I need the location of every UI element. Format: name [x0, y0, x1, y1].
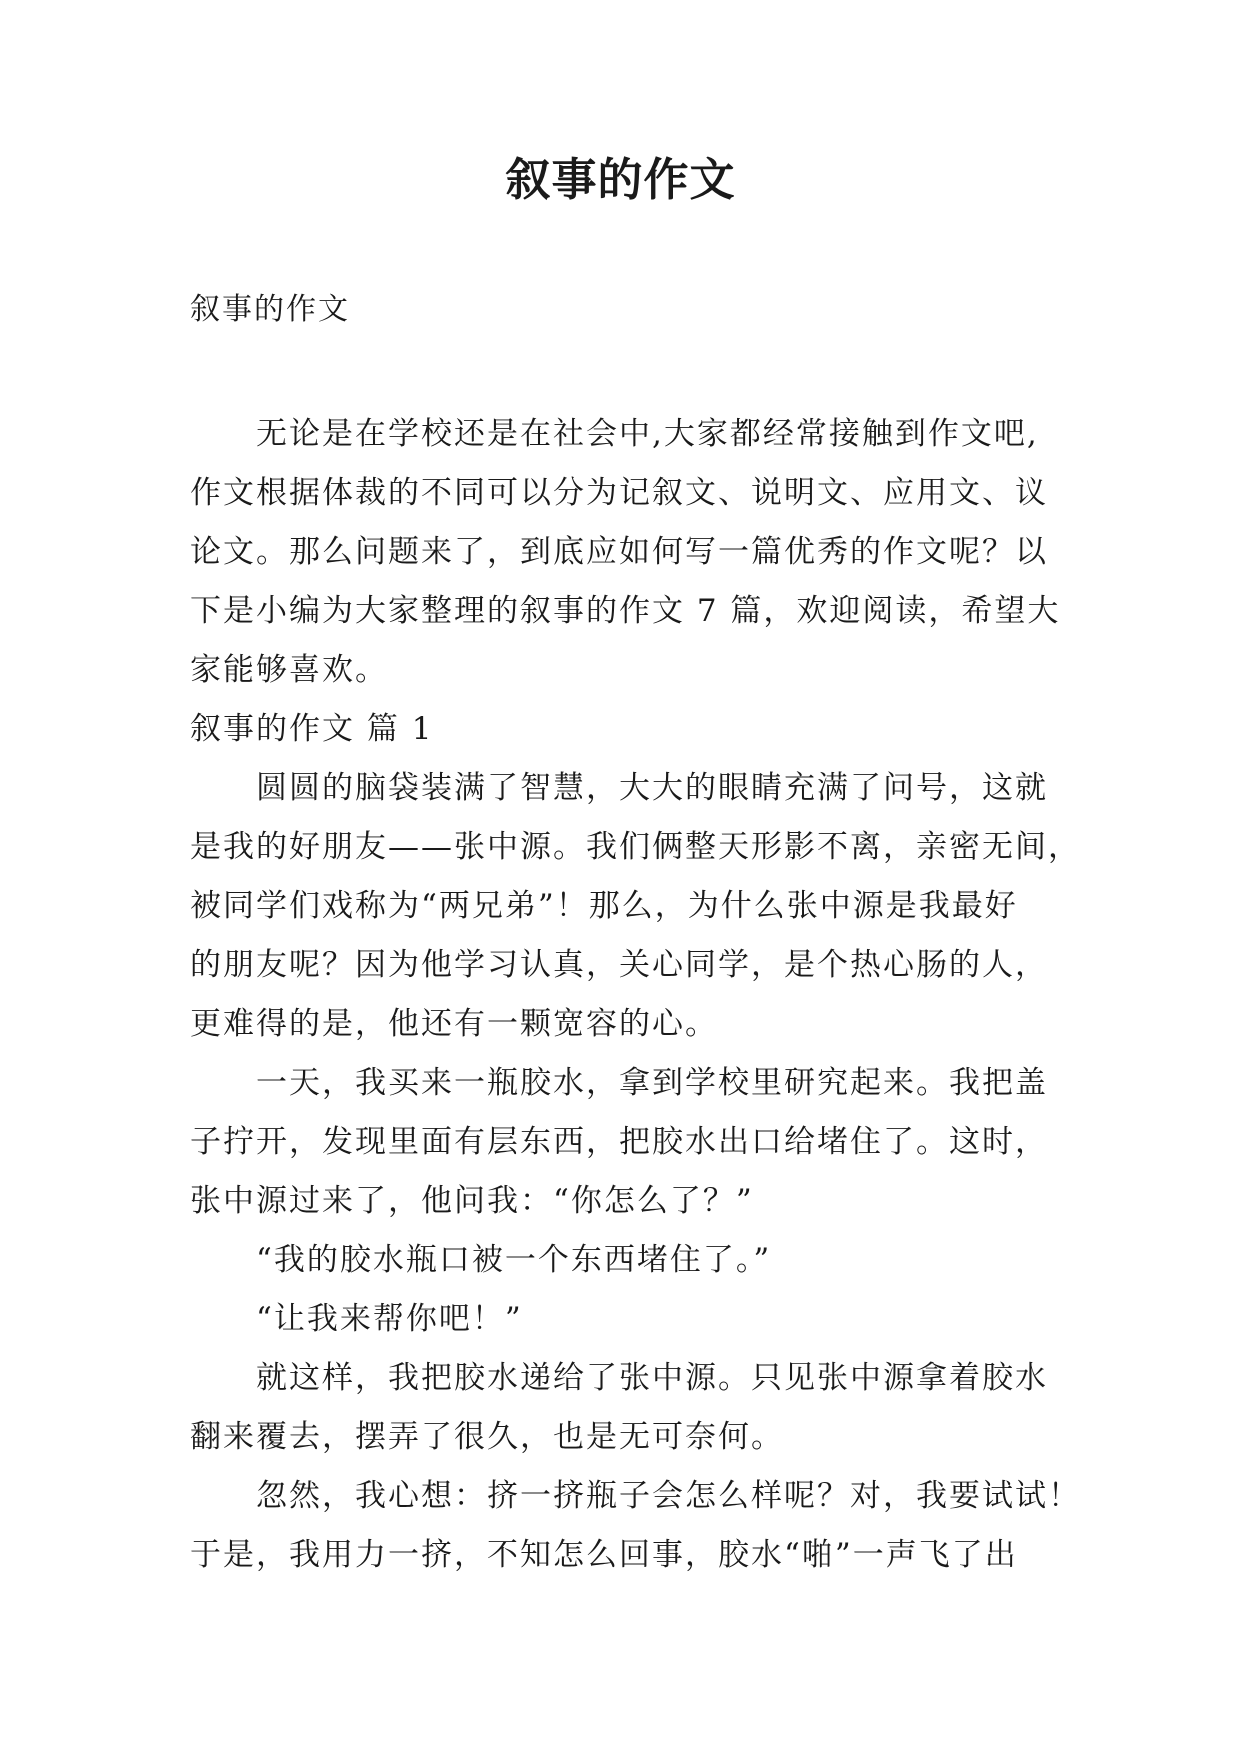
text-line: 被同学们戏称为“两兄弟”！那么，为什么张中源是我最好 [190, 888, 1018, 924]
text-line: 圆圆的脑袋装满了智慧，大大的眼睛充满了问号，这就 [256, 770, 1048, 806]
text-line: 于是，我用力一挤，不知怎么回事，胶水“啪”一声飞了出 [190, 1537, 1018, 1573]
text-line: 论文。那么问题来了，到底应如何写一篇优秀的作文呢？以 [190, 534, 1048, 570]
text-line: “我的胶水瓶口被一个东西堵住了。” [256, 1242, 772, 1278]
text-line: “让我来帮你吧！” [256, 1301, 523, 1337]
text-line: 无论是在学校还是在社会中,大家都经常接触到作文吧, [256, 416, 1039, 452]
text-line: 子拧开，发现里面有层东西，把胶水出口给堵住了。这时， [190, 1124, 1048, 1160]
text-line: 作文根据体裁的不同可以分为记叙文、说明文、应用文、议 [190, 475, 1048, 511]
text-line: 更难得的是，他还有一颗宽容的心。 [190, 1006, 718, 1042]
section-heading: 叙事的作文 篇 1 [190, 711, 434, 747]
text-line: 张中源过来了，他问我：“你怎么了？” [190, 1183, 754, 1219]
text-line: 的朋友呢？因为他学习认真，关心同学，是个热心肠的人， [190, 947, 1048, 983]
text-line: 翻来覆去，摆弄了很久，也是无可奈何。 [190, 1419, 784, 1455]
document-subtitle: 叙事的作文 [190, 292, 350, 327]
document-title: 叙事的作文 [505, 153, 736, 206]
text-line: 是我的好朋友——张中源。我们俩整天形影不离，亲密无间， [190, 829, 1081, 865]
text-line: 忽然，我心想：挤一挤瓶子会怎么样呢？对，我要试试！ [256, 1478, 1081, 1514]
document-body [190, 405, 1081, 1585]
text-line: 就这样，我把胶水递给了张中源。只见张中源拿着胶水 [256, 1360, 1048, 1396]
text-line: 家能够喜欢。 [190, 652, 388, 688]
text-line: 下是小编为大家整理的叙事的作文 7 篇，欢迎阅读，希望大 [190, 593, 1061, 629]
text-line: 一天，我买来一瓶胶水，拿到学校里研究起来。我把盖 [256, 1065, 1048, 1101]
